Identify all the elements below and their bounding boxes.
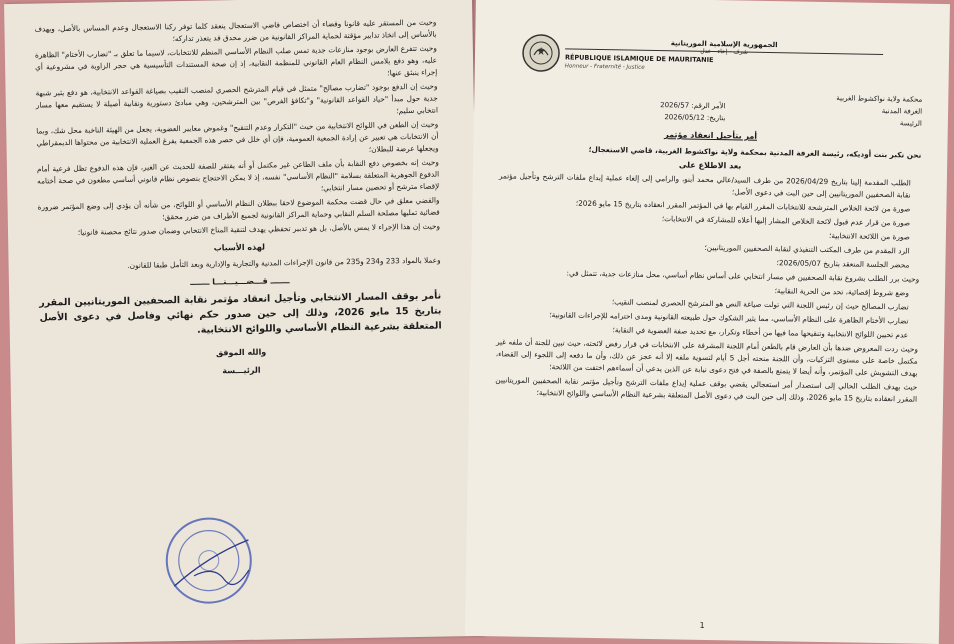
response-paragraph: وحيث ردت المعروض ضدها بأن العارض قام بالطعن أمام اللجنة المشرفة على الانتخابات في قرار رفض لائحته، حيث تبين للجنة أن ملفه غير مكتمل خاصة على مستوى التزكيات، وأن اللجنة منحته أجل 5 أيام لتسوية ملفه إلا أنه عجز عن ذلك، وأن ما دفعه إلى اللجوء إلى القضاء، بهدف التشويش على المؤتمر، وأنه أيضا لا يتمتع بالصفة في فتح دعوى نيابة عن الذين يدعي أن أسماءهم اختفت من اللائحة؛ bbox=[495, 337, 919, 378]
right-page bbox=[465, 0, 950, 644]
order-text: نأمر بوقف المسار الانتخابي وتأجيل انعقاد مؤتمر نقابة الصحفيين الموريتانيين المقرر بتاريخ 15 مايو 2026، وذلك إلى حين صدور حكم نهائي وفاصل في دعوى الأصل المتعلقة بشرعية النظام الأساسي واللوائح الانتخابية. bbox=[39, 290, 442, 336]
left-paragraph: وحيث إن هذا الإجراء لا يمس بالأصل، بل هو تدبير تحفظي يهدف لتنقية المناخ الانتخابي وضمان صدور نتائج محصنة قانونيا؛ bbox=[77, 221, 441, 237]
court-lines bbox=[836, 92, 923, 129]
sign-line-1: والله الموفق bbox=[215, 347, 267, 358]
order-meta bbox=[660, 99, 726, 124]
national-emblem-icon bbox=[521, 33, 562, 74]
request-paragraph: حيث يهدف الطلب الحالي إلى استصدار أمر استعجالي يقضي بوقف عملية إيداع ملفات الترشح وتأجيل مؤتمر نقابة الصحفيين الموريتانيين المقرر انعقاده بتاريخ 15 مايو 2026، وذلك إلى حين البت في دعوى الأصل المتعلقة بشرعية النظام الأساسي واللوائح الانتخابية؛ bbox=[495, 375, 918, 404]
order-number: الأمر الرقم: 2026/57 bbox=[660, 101, 726, 111]
legal-basis: وعملا بالمواد 233 و234 و235 من قانون الإجراءات المدنية والتجارية والإدارية وبعد التأمل طبقا للقانون. bbox=[127, 255, 441, 270]
header-arabic-motto: شرف - إخاء - عدل bbox=[700, 47, 748, 56]
left-page bbox=[4, 0, 483, 644]
left-paragraph: وحيث إن الطعن في اللوائح الانتخابية من حيث "التكرار وعدم التنقيح" وغموض معايير العضوية، يجعل من الهيئة الناخبة محل شك، وبما أن الانتخابات هي تعبير عن إرادة الجمعية العمومية، فإن أي خلل في حصر هذه الجمعية يفرغ العملية الانتخابية من محتواها الديمقراطي ويجعلها عرضة للبطلان؛ bbox=[36, 119, 439, 154]
order-date: بتاريخ: 2026/05/12 bbox=[664, 113, 726, 123]
chamber-name: الغرفة المدنية bbox=[881, 106, 923, 116]
left-paragraph: وحيث تتفرع العارض بوجود منازعات جدية تمس صلب النظام الأساسي المنظم للانتخابات، لاسيما ما تعلق بـ "تضارب الأختام" الظاهرة عليه، وهو دفع يلامس النظام العام القانوني للمنظمة النقابية، إذ إن صحة المستندات التأسيسية هي حجر الزاوية في مشروعية أي إجراء ينبثق عنها؛ bbox=[34, 43, 438, 78]
document-title: أمر بتأجيل انعقاد مؤتمر bbox=[664, 130, 758, 141]
left-paragraph: وحيث إنه بخصوص دفع النقابة بأن ملف الطاعن غير مكتمل أو أنه يفتقر للصفة للحديث عن الغير، فإن هذه الدفوع تظل فرعية أمام الدفوع الجوهرية المتعلقة بسلامة "النظام الأساسي" نفسه، إذ لا يمكن الاحتجاج بنصوص نظام قانوني أساسي مطعون في صحة أختامه لإقصاء مترشح أو تحصين مسار انتخابي؛ bbox=[36, 157, 440, 193]
court-stamp-icon bbox=[163, 515, 255, 607]
list-item: الطلب المقدمة إلينا بتاريخ 2026/04/29 من طرف السيد/عالي محمد أبنو، والرامي إلى إلغاء عملية إيداع ملفات الترشح وتأجيل مؤتمر نقابة الصحفيين الموريتانيين إلى حين البت في دعوى الأصل؛ bbox=[498, 171, 911, 200]
list-item: صورة من اللائحة الانتخابية؛ bbox=[829, 231, 910, 242]
list-item: صورة من لائحة الخلاص المترشحة للانتخابات المقرر القيام بها في المؤتمر المقرر انعقاده بتاريخ 15 مايو 2026؛ bbox=[575, 198, 911, 214]
list-item: صورة من قرار عدم قبول لائحة الخلاص المشار إليها أعلاه للمشاركة في الانتخابات؛ bbox=[661, 214, 911, 228]
claim-intro: وحيث برر الطلب بشروع نقابة الصحفيين في مسار انتخابي على أساس نظام أساسي، محل منازعات جدية، تتمثل في: bbox=[566, 268, 920, 284]
left-paragraph: والقضي معلق في حال قضت محكمة الموضوع لاحقا ببطلان النظام الأساسي أو اللوائح، من شأنه أن يؤدي إلى وضع المؤتمر ضرورة قضائية تمليها مصلحة السلم النقابي وحماية المراكز القانونية لجميع الأطراف من ضرر محقق؛ bbox=[37, 195, 440, 222]
court-name: محكمة ولاية نواكشوط الغربية bbox=[836, 94, 923, 104]
list-item: محضر الجلسة المنعقد بتاريخ 2026/05/07؛ bbox=[776, 258, 910, 270]
header-arabic: الجمهورية الإسلامية الموريتانية bbox=[670, 39, 778, 50]
left-paragraph: وحيث إن الدفع بوجود "تضارب مصالح" متمثل في قيام المترشح الحصري لمنصب النقيب بصياغة القواعد الانتخابية، هو دفع يثير شبهة جدية حول مبدأ "حياد القواعد القانونية" و"تكافؤ الفرص" بين المترشحين، وهي مبادئ دستورية ونقابية أصيلة لا يستقيم معها مسار انتخابي سليم؛ bbox=[35, 81, 439, 116]
president-label: الرئيسة bbox=[899, 119, 922, 128]
page-number: 1 bbox=[699, 620, 705, 630]
reasons-heading: لهذه الأسباب bbox=[213, 242, 266, 253]
ruling-mark: ـــــــ قـــضـــيـــنـــا ـــــــ bbox=[190, 276, 290, 287]
header-french-motto: Honneur - Fraternité - Justice bbox=[564, 63, 645, 71]
letterhead bbox=[500, 4, 924, 131]
intro: نحن تكبر بنت أوديكه، رئيسة الغرفة المدنية بمحكمة ولاية نواكشوط الغربية، قاضي الاستعجال؛ bbox=[588, 144, 922, 160]
sign-line-2: الرئيـــسة bbox=[222, 365, 261, 376]
header-french: RÉPUBLIQUE ISLAMIQUE DE MAURITANIE bbox=[564, 53, 714, 65]
list-item: الرد المقدم من طرف المكتب التنفيذي لنقابة الصحفيين الموريتانيين؛ bbox=[704, 242, 910, 256]
list-item: وضع شروط إقصائية، تحد من الحرية النقابية؛ bbox=[774, 286, 909, 298]
list-item: تضارب المصالح حيث إن رئيس اللجنة التي تولت صياغة النص هو المترشح الحصري لمنصب النقيب؛ bbox=[611, 297, 909, 312]
after-review: بعد الاطلاع على bbox=[678, 160, 742, 171]
list-item: عدم تحيين اللوائح الانتخابية وتنقيحها مما فيها من أخطاء وتكرار، مع تحديد صفة العضوية في النقابة؛ bbox=[612, 325, 909, 340]
left-paragraph: وحيث من المستقر عليه قانونا وقضاء أن اختصاص قاضي الاستعجال ينعقد كلما توفر ركنا الاستعجال وعدم المساس بالأصل، ويهدف بالأساس إلى اتخاذ تدابير مؤقتة لحماية المراكز القانونية من ضرر محدق قد يتعذر تداركه؛ bbox=[34, 17, 437, 44]
list-item: تضارب الأختام الظاهرة على النظام الأساسي، مما يثير الشكوك حول طبيعته القانونية ومدى احترامه للإجراءات القانونية؛ bbox=[549, 310, 909, 326]
